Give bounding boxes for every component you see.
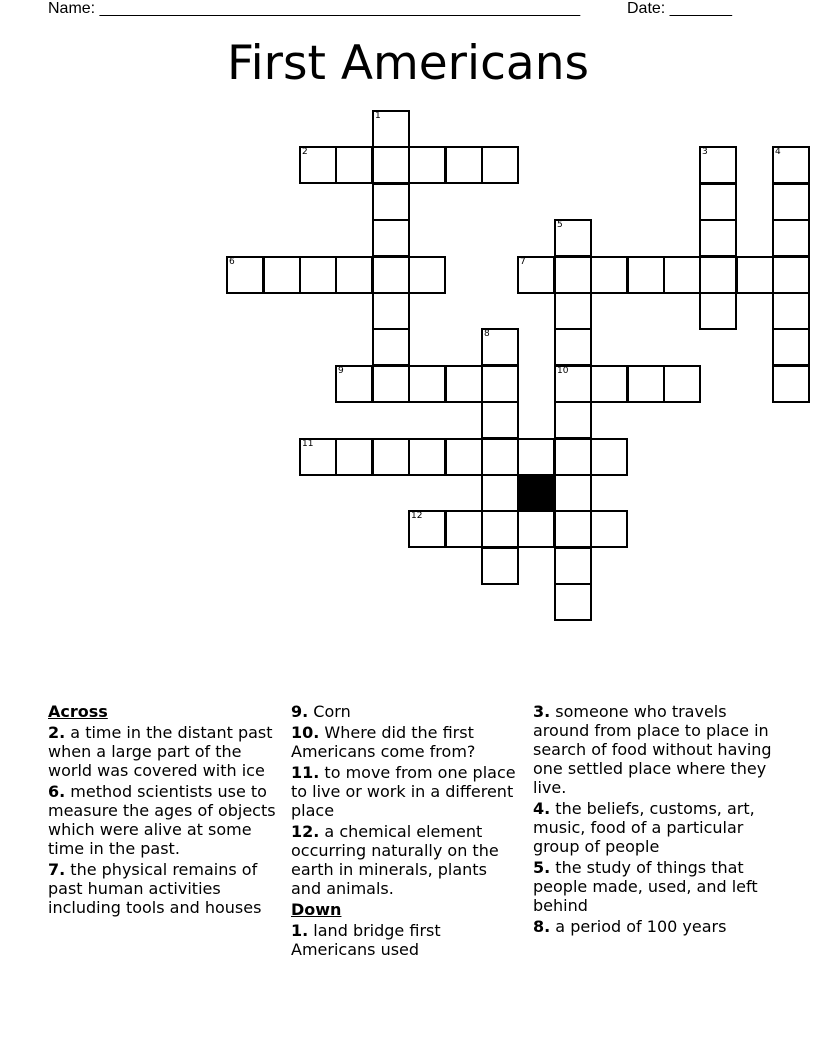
clue-across-10 [291, 723, 521, 761]
grid-cell[interactable] [481, 510, 519, 548]
grid-cell[interactable] [554, 510, 592, 548]
grid-cell[interactable] [772, 256, 810, 294]
grid-cell[interactable] [372, 292, 410, 330]
clue-number: 6. [48, 782, 66, 801]
grid-cell[interactable] [517, 510, 555, 548]
cell-number: 1 [375, 111, 381, 121]
clue-column-3 [533, 702, 773, 938]
grid-cell[interactable] [590, 510, 628, 548]
cell-number: 10 [557, 366, 569, 376]
grid-cell[interactable] [335, 146, 373, 184]
grid-cell[interactable] [372, 365, 410, 403]
grid-cell[interactable] [554, 328, 592, 366]
grid-cell[interactable] [554, 292, 592, 330]
across-heading: Across [48, 702, 108, 721]
clue-text: a time in the distant past when a large part of the world was covered with ice [48, 723, 273, 780]
grid-cell[interactable] [372, 219, 410, 257]
clue-across-12 [291, 822, 521, 898]
grid-cell[interactable] [372, 438, 410, 476]
grid-cell[interactable] [408, 438, 446, 476]
grid-cell[interactable] [699, 292, 737, 330]
cell-number: 4 [775, 147, 781, 157]
clue-text: a chemical element occurring naturally on the earth in minerals, plants and animals. [291, 822, 499, 898]
grid-cell[interactable] [627, 256, 665, 294]
grid-cell[interactable] [772, 328, 810, 366]
grid-cell[interactable] [408, 256, 446, 294]
clue-down-8 [533, 917, 773, 936]
grid-cell[interactable] [772, 183, 810, 221]
grid-cell[interactable] [372, 328, 410, 366]
clue-number: 3. [533, 702, 551, 721]
grid-cell[interactable] [699, 219, 737, 257]
grid-cell[interactable] [590, 438, 628, 476]
grid-cell[interactable] [517, 438, 555, 476]
grid-cell[interactable] [408, 510, 446, 548]
cell-number: 5 [557, 220, 563, 230]
grid-cell[interactable] [372, 256, 410, 294]
grid-cell[interactable] [481, 146, 519, 184]
grid-cell[interactable] [699, 146, 737, 184]
clue-number: 8. [533, 917, 551, 936]
cell-number: 11 [302, 439, 314, 449]
clue-text: the beliefs, customs, art, music, food of a particular group of people [533, 799, 755, 856]
puzzle-title: First Americans [226, 36, 589, 91]
clue-number: 7. [48, 860, 66, 879]
grid-cell[interactable] [772, 292, 810, 330]
date-field-label: Date: _______ [627, 0, 732, 17]
grid-cell[interactable] [335, 256, 373, 294]
grid-cell[interactable] [445, 438, 483, 476]
grid-cell[interactable] [554, 365, 592, 403]
grid-cell[interactable] [663, 365, 701, 403]
grid-cell[interactable] [481, 365, 519, 403]
grid-cell[interactable] [590, 256, 628, 294]
clue-across-6 [48, 782, 278, 858]
clue-across-7 [48, 860, 278, 917]
grid-cell[interactable] [736, 256, 774, 294]
grid-cell[interactable] [554, 256, 592, 294]
clue-across-11 [291, 763, 521, 820]
clue-number: 5. [533, 858, 551, 877]
clue-text: a period of 100 years [550, 917, 727, 936]
grid-cell[interactable] [408, 146, 446, 184]
clue-text: Corn [308, 702, 351, 721]
grid-cell[interactable] [772, 219, 810, 257]
grid-cell[interactable] [772, 146, 810, 184]
clue-text: someone who travels around from place to place in search of food without having one settled place where they live. [533, 702, 772, 797]
grid-cell[interactable] [481, 474, 519, 512]
name-field-label: Name: ______________________________________________________ [48, 0, 581, 17]
clue-text: land bridge first Americans used [291, 921, 441, 959]
grid-block [517, 474, 555, 512]
grid-cell[interactable] [517, 256, 555, 294]
grid-cell[interactable] [299, 146, 337, 184]
grid-cell[interactable] [554, 547, 592, 585]
grid-cell[interactable] [299, 438, 337, 476]
grid-cell[interactable] [663, 256, 701, 294]
grid-cell[interactable] [699, 256, 737, 294]
grid-cell[interactable] [554, 474, 592, 512]
grid-cell[interactable] [372, 146, 410, 184]
grid-cell[interactable] [445, 365, 483, 403]
grid-cell[interactable] [772, 365, 810, 403]
grid-cell[interactable] [481, 547, 519, 585]
cell-number: 2 [302, 147, 308, 157]
clue-text: method scientists use to measure the ages of objects which were alive at some time in the past. [48, 782, 276, 858]
grid-cell[interactable] [226, 256, 264, 294]
cell-number: 6 [229, 257, 235, 267]
grid-cell[interactable] [699, 183, 737, 221]
clue-column-1 [48, 702, 278, 919]
clue-text: to move from one place to live or work in a different place [291, 763, 516, 820]
grid-cell[interactable] [335, 438, 373, 476]
clue-down-3 [533, 702, 773, 797]
clue-number: 2. [48, 723, 66, 742]
cell-number: 8 [484, 329, 490, 339]
clue-number: 12. [291, 822, 320, 841]
clue-across-2 [48, 723, 278, 780]
grid-cell[interactable] [554, 438, 592, 476]
grid-cell[interactable] [408, 365, 446, 403]
clue-down-5 [533, 858, 773, 915]
clue-down-1 [291, 921, 521, 959]
cell-number: 12 [411, 511, 423, 521]
clue-text: Where did the first Americans come from? [291, 723, 476, 761]
cell-number: 9 [338, 366, 344, 376]
down-heading: Down [291, 900, 342, 919]
grid-cell[interactable] [481, 328, 519, 366]
grid-cell[interactable] [554, 401, 592, 439]
clue-number: 4. [533, 799, 551, 818]
grid-cell[interactable] [627, 365, 665, 403]
grid-cell[interactable] [445, 146, 483, 184]
clue-down-4 [533, 799, 773, 856]
clue-number: 10. [291, 723, 320, 742]
grid-cell[interactable] [445, 510, 483, 548]
grid-cell[interactable] [481, 401, 519, 439]
clue-number: 1. [291, 921, 309, 940]
clue-column-2 [291, 702, 521, 961]
grid-cell[interactable] [335, 365, 373, 403]
grid-cell[interactable] [481, 438, 519, 476]
clue-number: 9. [291, 702, 309, 721]
grid-cell[interactable] [299, 256, 337, 294]
grid-cell[interactable] [554, 583, 592, 621]
cell-number: 7 [520, 257, 526, 267]
grid-cell[interactable] [590, 365, 628, 403]
grid-cell[interactable] [372, 183, 410, 221]
clue-across-9 [291, 702, 521, 721]
grid-cell[interactable] [263, 256, 301, 294]
clue-text: the study of things that people made, used, and left behind [533, 858, 758, 915]
grid-cell[interactable] [554, 219, 592, 257]
cell-number: 3 [702, 147, 708, 157]
clue-number: 11. [291, 763, 320, 782]
grid-cell[interactable] [372, 110, 410, 148]
clue-text: the physical remains of past human activities including tools and houses [48, 860, 262, 917]
